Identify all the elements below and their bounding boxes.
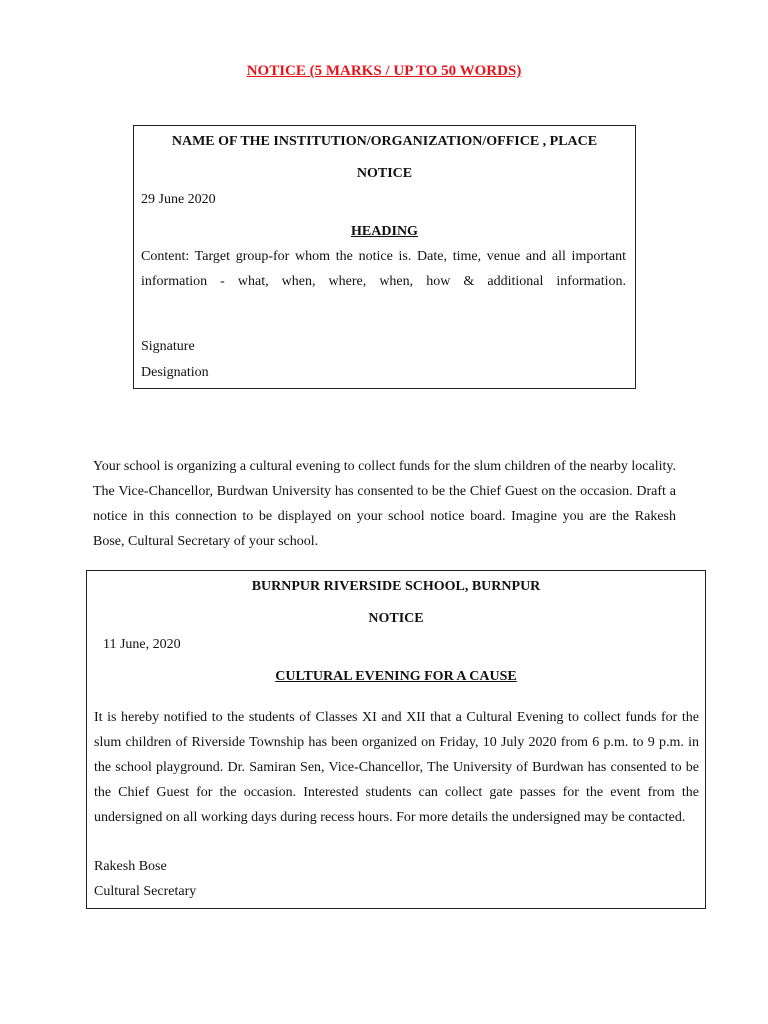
page-title: NOTICE (5 MARKS / UP TO 50 WORDS) (246, 63, 522, 79)
notice-heading: CULTURAL EVENING FOR A CAUSE (275, 669, 517, 684)
heading-placeholder: HEADING (351, 224, 418, 239)
signatory-designation: Cultural Secretary (94, 884, 197, 899)
format-date: 29 June 2020 (141, 192, 216, 207)
notice-label: NOTICE (368, 611, 424, 626)
signature-placeholder: Signature (141, 339, 195, 354)
notice-date: 11 June, 2020 (103, 637, 181, 652)
signatory-name: Rakesh Bose (94, 859, 167, 874)
school-name: BURNPUR RIVERSIDE SCHOOL, BURNPUR (251, 579, 541, 594)
designation-placeholder: Designation (141, 365, 209, 380)
question-text: Your school is organizing a cultural evening to collect funds for the slum children of the nearby locality. The Vice-Chancellor, Burdwan University has consented to be the Chief Guest on the occasion. Draft a notice in this connection to be displayed on your school notice board. Imagine you are the Rakesh Bose, Cultural Secretary of your school. (93, 459, 676, 549)
institution-placeholder: NAME OF THE INSTITUTION/ORGANIZATION/OFFICE , PLACE (171, 134, 598, 149)
content-description: Content: Target group-for whom the notice is. Date, time, venue and all important information - what, when, where, when, how & additional information. (141, 249, 626, 289)
sample-notice-box (86, 570, 706, 909)
notice-label: NOTICE (356, 166, 413, 181)
notice-format-box (133, 125, 636, 389)
notice-body: It is hereby notified to the students of Classes XI and XII that a Cultural Evening to collect funds for the slum children of Riverside Township has been organized on Friday, 10 July 2020 from 6 p.m. to 9 p.m. in the school playground. Dr. Samiran Sen, Vice-Chancellor, The University of Burdwan has consented to be the Chief Guest for the occasion. Interested students can collect gate passes for the event from the undersigned on all working days during recess hours. For more details the undersigned may be contacted. (94, 710, 699, 825)
